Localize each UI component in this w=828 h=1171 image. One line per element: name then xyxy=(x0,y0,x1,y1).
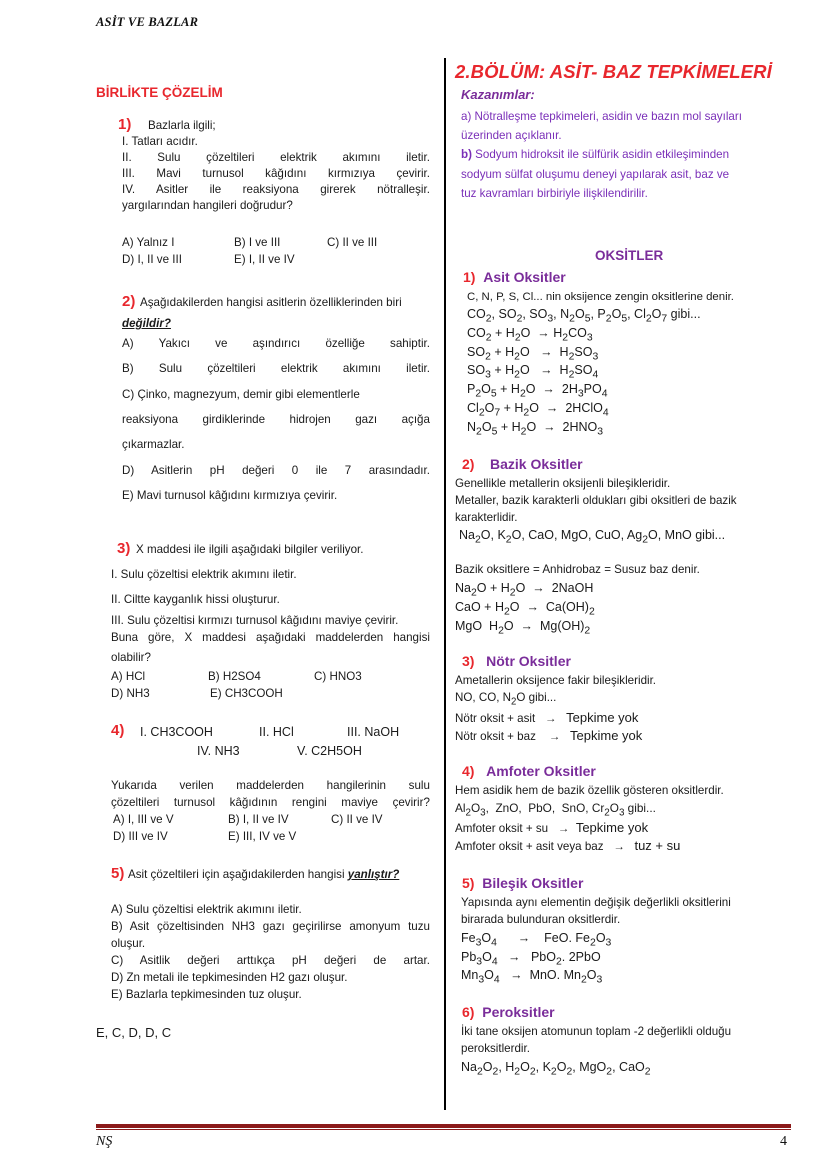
q1-statement-ii: II. Sulu çözeltileri elektrik akımını iletir. xyxy=(122,151,430,164)
q3-option-b: B) H2SO4 xyxy=(208,670,261,683)
amfoter-oksitler-heading: 4) Amfoter Oksitler xyxy=(462,763,596,779)
amfoter-examples: $Al_2O_3$, ZnO, PbO, SnO, $Cr_2O_3$ gibi... xyxy=(455,801,656,819)
bazik-desc-1: Genellikle metallerin oksijenli bileşikleridir. xyxy=(455,477,671,490)
reaction-p2o5: $P_2O_5 + H_2O \to 2H_3PO_4$ xyxy=(467,382,608,400)
reaction-cao: CaO + $H_2O \to Ca(OH)_2$ xyxy=(455,600,595,618)
q3-number: 3) xyxy=(117,540,131,557)
notr-oksitler-heading: 3) Nötr Oksitler xyxy=(462,653,571,669)
q4-item-5: V. C2H5OH xyxy=(297,744,362,758)
left-heading: BİRLİKTE ÇÖZELİM xyxy=(96,85,223,100)
q2-option-a: A) Yakıcı ve aşındırıcı özelliğe sahiptir. xyxy=(122,337,430,350)
peroksit-examples: $Na_2O_2$, $H_2O_2$, $K_2O_2$, MgO$_2$, CaO$_2$ xyxy=(461,1060,651,1078)
q5-question: Asit çözeltileri için aşağıdakilerden hangisi yanlıştır? xyxy=(128,868,400,881)
q5-option-a: A) Sulu çözeltisi elektrik akımını iletir. xyxy=(111,903,302,916)
peroksit-desc-1: İki tane oksijen atomunun toplam -2 değerlikli olduğu xyxy=(461,1025,732,1038)
q4-option-b: B) I, II ve IV xyxy=(228,813,289,826)
notr-examples: NO, CO, $N_2O$ gibi... xyxy=(455,691,557,708)
q1-intro: Bazlarla ilgili; xyxy=(148,119,216,132)
notr-reaction-baz: Nötr oksit + baz → Tepkime yok xyxy=(455,728,643,743)
kazanim-line-3: b) Sodyum hidroksit ile sülfürik asidin etkileşiminden xyxy=(461,148,730,161)
q2-option-c-line2: reaksiyona girdiklerinde hidrojen gazı açığa xyxy=(122,413,430,426)
kazanim-line-1: a) Nötralleşme tepkimeleri, asidin ve bazın mol sayıları xyxy=(461,110,742,123)
q1-statement-iii: III. Mavi turnusol kâğıdını kırmızıya çevirir. xyxy=(122,167,430,180)
kazanim-line-5: tuz kavramları birbiriyle ilişkilendirilir. xyxy=(461,187,648,200)
q4-question-line2: çözeltileri turnusol kâğıdının rengini maviye çevirir? xyxy=(111,796,430,809)
q4-question-line1: Yukarıda verilen maddelerden hangilerinin sulu xyxy=(111,779,430,792)
q3-option-e: E) CH3COOH xyxy=(210,687,283,700)
bilesik-oksitler-heading: 5) Bileşik Oksitler xyxy=(462,875,584,891)
bazik-oksit-examples: $Na_2O$, $K_2O$, CaO, MgO, CuO, $Ag_2O$, MnO gibi... xyxy=(459,528,726,546)
q2-option-c-line1: C) Çinko, magnezyum, demir gibi elementlerle xyxy=(122,388,360,401)
q3-option-d: D) NH3 xyxy=(111,687,150,700)
q2-option-b: B) Sulu çözeltileri elektrik akımını iletir. xyxy=(122,362,430,375)
bazik-anhidrobaz: Bazik oksitlere = Anhidrobaz = Susuz baz denir. xyxy=(455,563,700,576)
footer-rule xyxy=(96,1124,791,1128)
q1-option-c: C) II ve III xyxy=(327,236,378,249)
reaction-so3: $SO_3 + H_2O \to H_2SO_4$ xyxy=(467,363,599,381)
header-title: ASİT VE BAZLAR xyxy=(96,15,199,29)
q4-item-3: III. NaOH xyxy=(347,725,400,739)
q1-statement-iv: IV. Asitler ile reaksiyona girerek nötralleşir. xyxy=(122,183,430,196)
bazik-desc-3: karakterlidir. xyxy=(455,511,518,524)
q3-question-line2: olabilir? xyxy=(111,651,151,664)
kazanim-line-2: üzerinden açıklanır. xyxy=(461,129,562,142)
notr-reaction-asit: Nötr oksit + asit → Tepkime yok xyxy=(455,710,639,725)
oksitler-heading: OKSİTLER xyxy=(595,248,664,263)
amfoter-desc: Hem asidik hem de bazik özellik gösteren oksitlerdir. xyxy=(455,784,724,797)
amfoter-reaction-su: Amfoter oksit + su → Tepkime yok xyxy=(455,820,649,835)
bilesik-fe3o4: $Fe_3O_4$ → FeO. $Fe_2O_3$ xyxy=(461,931,612,949)
peroksit-desc-2: peroksitlerdir. xyxy=(461,1042,530,1055)
q1-question: yargılarından hangileri doğrudur? xyxy=(122,199,293,212)
q2-number: 2) xyxy=(122,293,136,310)
amfoter-reaction-asit-baz: Amfoter oksit + asit veya baz → tuz + su xyxy=(455,838,681,853)
q1-option-a: A) Yalnız I xyxy=(122,236,175,249)
q2-question-line1: Aşağıdakilerden hangisi asitlerin özelliklerinden biri xyxy=(140,296,402,309)
answer-key: E, C, D, D, C xyxy=(96,1025,172,1040)
q1-option-d: D) I, II ve III xyxy=(122,253,182,266)
bilesik-desc-1: Yapısında aynı elementin değişik değerlikli oksitlerini xyxy=(461,896,731,909)
q4-option-e: E) III, IV ve V xyxy=(228,830,297,843)
q2-option-c-line3: çıkarmazlar. xyxy=(122,438,185,451)
footer-signature: NŞ xyxy=(96,1134,113,1149)
reaction-co2: $CO_2 + H_2O \to H_2CO_3$ xyxy=(467,326,593,344)
q5-option-d: D) Zn metali ile tepkimesinden H2 gazı oluşur. xyxy=(111,971,348,984)
bilesik-mn3o4: $Mn_3O_4$ → MnO. $Mn_2O_3$ xyxy=(461,968,603,986)
q3-option-a: A) HCl xyxy=(111,670,146,683)
footer-rule-thin xyxy=(96,1129,791,1130)
q4-option-d: D) III ve IV xyxy=(113,830,168,843)
asit-oksitler-desc: C, N, P, S, Cl... nin oksijence zengin oksitlerine denir. xyxy=(467,291,734,303)
q2-option-d: D) Asitlerin pH değeri 0 ile 7 arasındadır. xyxy=(122,464,430,477)
q3-intro: X maddesi ile ilgili aşağıdaki bilgiler veriliyor. xyxy=(136,543,364,556)
kazanimlar-label: Kazanımlar: xyxy=(461,87,535,102)
peroksitler-heading: 6) Peroksitler xyxy=(462,1004,555,1020)
reaction-cl2o7: $Cl_2O_7 + H_2O$ → 2HClO$_4$ xyxy=(467,401,609,419)
q2-option-e: E) Mavi turnusol kâğıdını kırmızıya çevirir. xyxy=(122,489,338,502)
q3-info-i: I. Sulu çözeltisi elektrik akımını iletir. xyxy=(111,568,297,581)
page-number: 4 xyxy=(780,1134,787,1149)
q3-option-c: C) HNO3 xyxy=(314,670,362,683)
reaction-n2o5: $N_2O_5 + H_2O \to 2HNO_3$ xyxy=(467,420,604,438)
reaction-so2: $SO_2 + H_2O \to H_2SO_3$ xyxy=(467,345,599,363)
q5-option-e: E) Bazlarla tepkimesinden tuz oluşur. xyxy=(111,988,302,1001)
q3-info-iii: III. Sulu çözeltisi kırmızı turnusol kâğıdını maviye çevirir. xyxy=(111,614,399,627)
q1-option-e: E) I, II ve IV xyxy=(234,253,295,266)
q1-option-b: B) I ve III xyxy=(234,236,281,249)
reaction-na2o: $Na_2O + H_2O$ → 2NaOH xyxy=(455,581,594,599)
bazik-oksitler-heading: 2) Bazik Oksitler xyxy=(462,456,583,472)
reaction-mgo: MgO $H_2O \to Mg(OH)_2$ xyxy=(455,619,591,637)
q4-option-c: C) II ve IV xyxy=(331,813,383,826)
q2-question-line2: değildir? xyxy=(122,317,171,330)
q1-statement-i: I. Tatları acıdır. xyxy=(122,135,198,148)
q4-item-4: IV. NH3 xyxy=(197,744,240,758)
q3-info-ii: II. Ciltte kayganlık hissi oluşturur. xyxy=(111,593,280,606)
q4-item-1: I. CH3COOH xyxy=(140,725,213,739)
q4-number: 4) xyxy=(111,722,125,739)
q5-option-b-line2: oluşur. xyxy=(111,937,146,950)
notr-desc: Ametallerin oksijence fakir bileşikleridir. xyxy=(455,674,657,687)
asit-oksit-examples: $CO_2$, $SO_2$, $SO_3$, $N_2O_5$, $P_2O_5$, $Cl_2O_7$ gibi... xyxy=(467,307,701,325)
q5-option-c: C) Asitlik değeri arttıkça pH değeri de artar. xyxy=(111,954,430,967)
section-heading: 2.BÖLÜM: ASİT- BAZ TEPKİMELERİ xyxy=(455,61,772,82)
q1-number: 1) xyxy=(118,116,132,133)
asit-oksitler-heading: 1) Asit Oksitler xyxy=(463,269,566,285)
q4-item-2: II. HCl xyxy=(259,725,294,739)
bilesik-desc-2: birarada bulunduran oksitlerdir. xyxy=(461,913,621,926)
q5-option-b-line1: B) Asit çözeltisinden NH3 gazı geçirilirse amonyum tuzu xyxy=(111,920,430,933)
q5-number: 5) xyxy=(111,865,125,882)
column-divider xyxy=(444,58,446,1110)
q3-question-line1: Buna göre, X maddesi aşağıdaki maddelerden hangisi xyxy=(111,631,430,644)
q4-option-a: A) I, III ve V xyxy=(113,813,174,826)
bilesik-pb3o4: $Pb_3O_4$ → PbO$_2$. 2PbO xyxy=(461,950,601,968)
bazik-desc-2: Metaller, bazik karakterli oldukları gibi oksitleri de bazik xyxy=(455,494,737,507)
kazanim-line-4: sodyum sülfat oluşumu deneyi yapılarak asit, baz ve xyxy=(461,168,730,181)
